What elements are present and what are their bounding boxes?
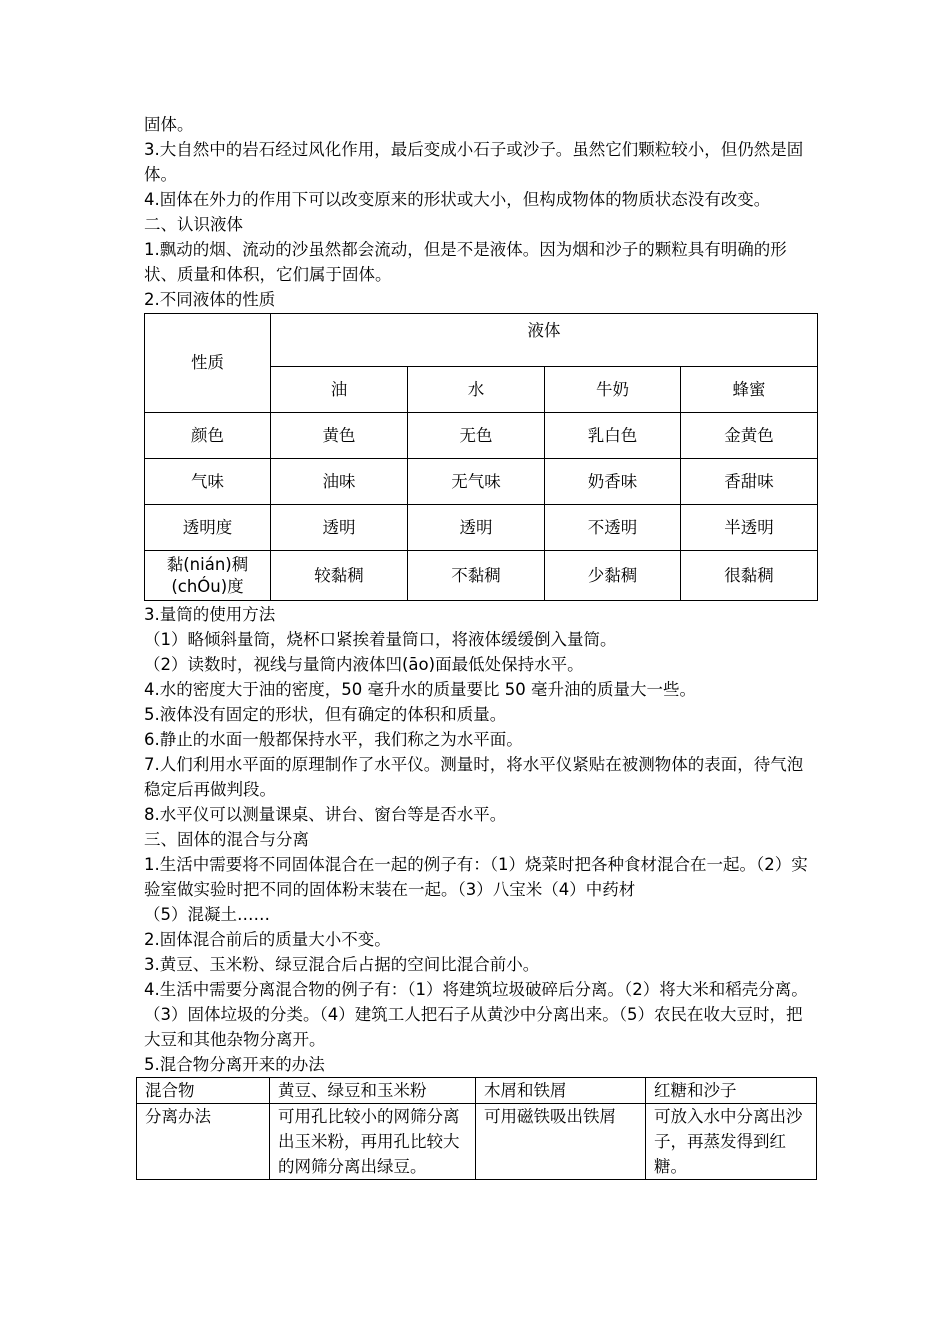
table-cell: 油味	[271, 459, 408, 505]
row-label: 气味	[145, 459, 271, 505]
table-cell: 无气味	[408, 459, 545, 505]
paragraph: 6.静止的水面一般都保持水平，我们称之为水平面。	[144, 730, 523, 749]
table-cell: 不透明	[545, 505, 681, 551]
table-corner-header: 性质	[145, 314, 271, 413]
table-row	[145, 505, 818, 551]
table-row	[137, 1078, 817, 1104]
paragraph: 5.液体没有固定的形状，但有确定的体积和质量。	[144, 705, 507, 724]
paragraph: 1.飘动的烟、流动的沙虽然都会流动，但是不是液体。因为烟和沙子的颗粒具有明确的形状、质量和体积，它们属于固体。	[144, 240, 787, 284]
table-cell: 半透明	[681, 505, 818, 551]
row-label-line: (chÓu)度	[171, 576, 244, 596]
paragraph: 5.混合物分离开来的办法	[144, 1055, 325, 1074]
table-cell: 透明	[271, 505, 408, 551]
paragraph: 3.黄豆、玉米粉、绿豆混合后占据的空间比混合前小。	[144, 955, 540, 974]
document-page	[144, 112, 816, 1180]
paragraph: 7.人们利用水平面的原理制作了水平仪。测量时，将水平仪紧贴在被测物体的表面，待气泡稳定后再做判段。	[144, 755, 804, 799]
paragraph: 8.水平仪可以测量课桌、讲台、窗台等是否水平。	[144, 805, 507, 824]
table-cell: 可用磁铁吸出铁屑	[476, 1104, 646, 1180]
table-cell: 可放入水中分离出沙子，再蒸发得到红糖。	[646, 1104, 817, 1180]
table-row	[145, 459, 818, 505]
paragraph: 1.生活中需要将不同固体混合在一起的例子有：（1）烧菜时把各种食材混合在一起。（2）实验室做实验时把不同的固体粉末装在一起。（3）八宝米（4）中药材	[144, 855, 808, 899]
table-cell: 奶香味	[545, 459, 681, 505]
table-cell: 香甜味	[681, 459, 818, 505]
paragraph: 4.固体在外力的作用下可以改变原来的形状或大小，但构成物体的物质状态没有改变。	[144, 190, 771, 209]
table-cell: 不黏稠	[408, 551, 545, 601]
table-column-header: 蜂蜜	[681, 367, 818, 413]
row-label: 颜色	[145, 413, 271, 459]
section-heading: 三、固体的混合与分离	[144, 830, 309, 849]
separation-methods-table	[136, 1077, 817, 1180]
row-label: 透明度	[145, 505, 271, 551]
paragraph: 2.不同液体的性质	[144, 290, 276, 309]
paragraph: （2）读数时，视线与量筒内液体凹(āo)面最低处保持水平。	[144, 655, 584, 674]
table-row	[145, 413, 818, 459]
table-column-header: 木屑和铁屑	[476, 1078, 646, 1104]
table-row	[145, 551, 818, 601]
table-cell: 少黏稠	[545, 551, 681, 601]
table-cell: 乳白色	[545, 413, 681, 459]
table-row	[137, 1104, 817, 1180]
table-column-header: 油	[271, 367, 408, 413]
row-label-line: 黏(nián)稠	[166, 554, 249, 574]
paragraph: 3.大自然中的岩石经过风化作用，最后变成小石子或沙子。虽然它们颗粒较小，但仍然是固体。	[144, 140, 804, 184]
table-cell: 黄色	[271, 413, 408, 459]
table-column-header: 红糖和沙子	[646, 1078, 817, 1104]
table-group-header: 液体	[271, 314, 818, 367]
paragraph: 固体。	[144, 115, 194, 134]
table-cell: 可用孔比较小的网筛分离出玉米粉，再用孔比较大的网筛分离出绿豆。	[270, 1104, 476, 1180]
table-cell: 无色	[408, 413, 545, 459]
liquid-properties-table	[144, 313, 818, 601]
paragraph: 4.水的密度大于油的密度，50 毫升水的质量要比 50 毫升油的质量大一些。	[144, 680, 696, 699]
table-column-header: 混合物	[137, 1078, 270, 1104]
paragraph: （5）混凝土……	[144, 905, 270, 924]
paragraph: （1）略倾斜量筒，烧杯口紧挨着量筒口，将液体缓缓倒入量筒。	[144, 630, 617, 649]
table-cell: 金黄色	[681, 413, 818, 459]
section-heading: 二、认识液体	[144, 215, 243, 234]
paragraph: 3.量筒的使用方法	[144, 605, 276, 624]
row-label: 分离办法	[137, 1104, 270, 1180]
paragraph: 2.固体混合前后的质量大小不变。	[144, 930, 391, 949]
table-cell: 透明	[408, 505, 545, 551]
table-column-header: 水	[408, 367, 545, 413]
table-cell: 很黏稠	[681, 551, 818, 601]
row-label	[145, 551, 271, 601]
table-column-header: 黄豆、绿豆和玉米粉	[270, 1078, 476, 1104]
paragraph: 4.生活中需要分离混合物的例子有：（1）将建筑垃圾破碎后分离。（2）将大米和稻壳分离。（3）固体垃圾的分类。（4）建筑工人把石子从黄沙中分离出来。（5）农民在收大豆时，把大豆和其他杂物分离开。	[144, 980, 808, 1049]
table-column-header: 牛奶	[545, 367, 681, 413]
table-cell: 较黏稠	[271, 551, 408, 601]
